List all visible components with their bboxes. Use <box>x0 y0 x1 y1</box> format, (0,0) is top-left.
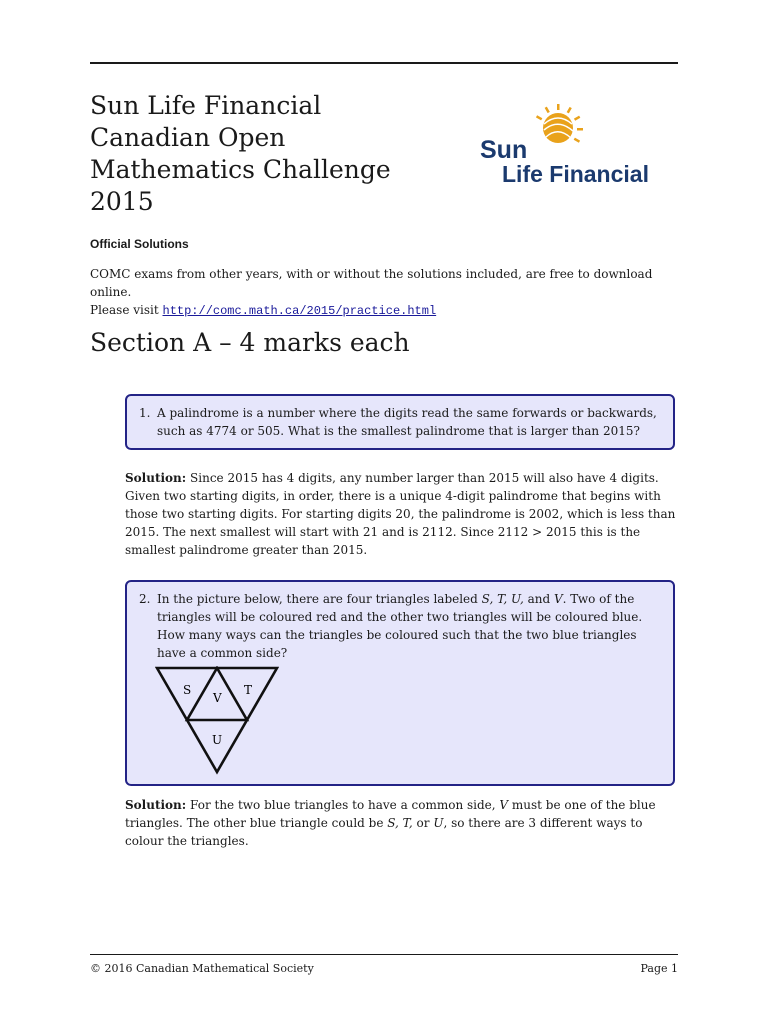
logo-text-sun: Sun <box>480 136 528 164</box>
solution-1-text: Since 2015 has 4 digits, any number larger than 2015 will also have 4 digits. Given two starting digits, in order, there is a unique 4-digit palindrome that begins with those two starting digits. For starting digits 20, the palindrome is 2002, which is less than 2015. The next smallest will start with 21 and is 2112. Since 2112 > 2015 this is the smallest palindrome greater than 2015. <box>125 471 676 557</box>
section-title: Section A – 4 marks each <box>90 328 410 357</box>
solution-2-v: V <box>499 798 509 812</box>
sun-icon <box>536 104 583 143</box>
solution-2-u: U <box>433 816 444 830</box>
solution-2-vars: S, T, <box>387 816 413 830</box>
question-2-text <box>157 590 661 662</box>
triangle-figure <box>155 666 279 776</box>
question-1-text: A palindrome is a number where the digits read the same forwards or backwards, such as 4774 or 505. What is the smallest palindrome that is larger than 2015? <box>157 406 657 438</box>
q2-text-b: . Two of the triangles will be coloured red and the other two triangles will be coloured blue. How many ways can the triangles be coloured such that the two blue triangles have a common side? <box>157 592 643 660</box>
label-s: S <box>183 683 192 697</box>
top-rule <box>90 62 678 64</box>
logo-text-life-financial: Life Financial <box>502 161 649 187</box>
practice-link[interactable]: http://comc.math.ca/2015/practice.html <box>162 304 437 318</box>
question-1-box <box>125 394 675 450</box>
title-line-4: 2015 <box>90 187 154 216</box>
title-line-1: Sun Life Financial <box>90 91 322 120</box>
q2-text-a: In the picture below, there are four triangles labeled <box>157 592 482 606</box>
question-1-number: 1. <box>139 406 151 420</box>
solution-2-label: Solution: <box>125 798 187 812</box>
label-v: V <box>213 691 222 705</box>
solution-1-label: Solution: <box>125 471 187 485</box>
solution-2-or: or <box>412 816 434 830</box>
footer-copyright: © 2016 Canadian Mathematical Society <box>90 962 314 975</box>
solution-2-text-a: For the two blue triangles to have a common side, <box>190 798 500 812</box>
q2-vars: S, T, U, <box>481 592 524 606</box>
label-u: U <box>212 733 223 747</box>
solution-1 <box>125 469 678 559</box>
q2-and: and <box>523 592 554 606</box>
q2-v: V <box>553 592 563 606</box>
title-line-2: Canadian Open <box>90 123 286 152</box>
question-2-box <box>125 580 675 786</box>
sun-life-logo <box>478 102 668 188</box>
solution-2-text-c: , so there are 3 different ways to colour the triangles. <box>125 816 643 848</box>
footer-page-number: Page 1 <box>640 962 678 975</box>
question-2-number: 2. <box>139 592 151 606</box>
title-line-3: Mathematics Challenge <box>90 155 391 184</box>
footer-rule <box>90 954 678 955</box>
intro-line: COMC exams from other years, with or without the solutions included, are free to download online. <box>90 267 653 299</box>
intro-prefix: Please visit <box>90 303 163 317</box>
page-title <box>90 90 430 218</box>
label-t: T <box>244 683 253 697</box>
intro-paragraph <box>90 265 680 320</box>
official-solutions-heading: Official Solutions <box>90 237 189 251</box>
solution-2 <box>125 796 678 850</box>
solution-2-text-b: must be one of the blue triangles. The other blue triangle could be <box>125 798 656 830</box>
